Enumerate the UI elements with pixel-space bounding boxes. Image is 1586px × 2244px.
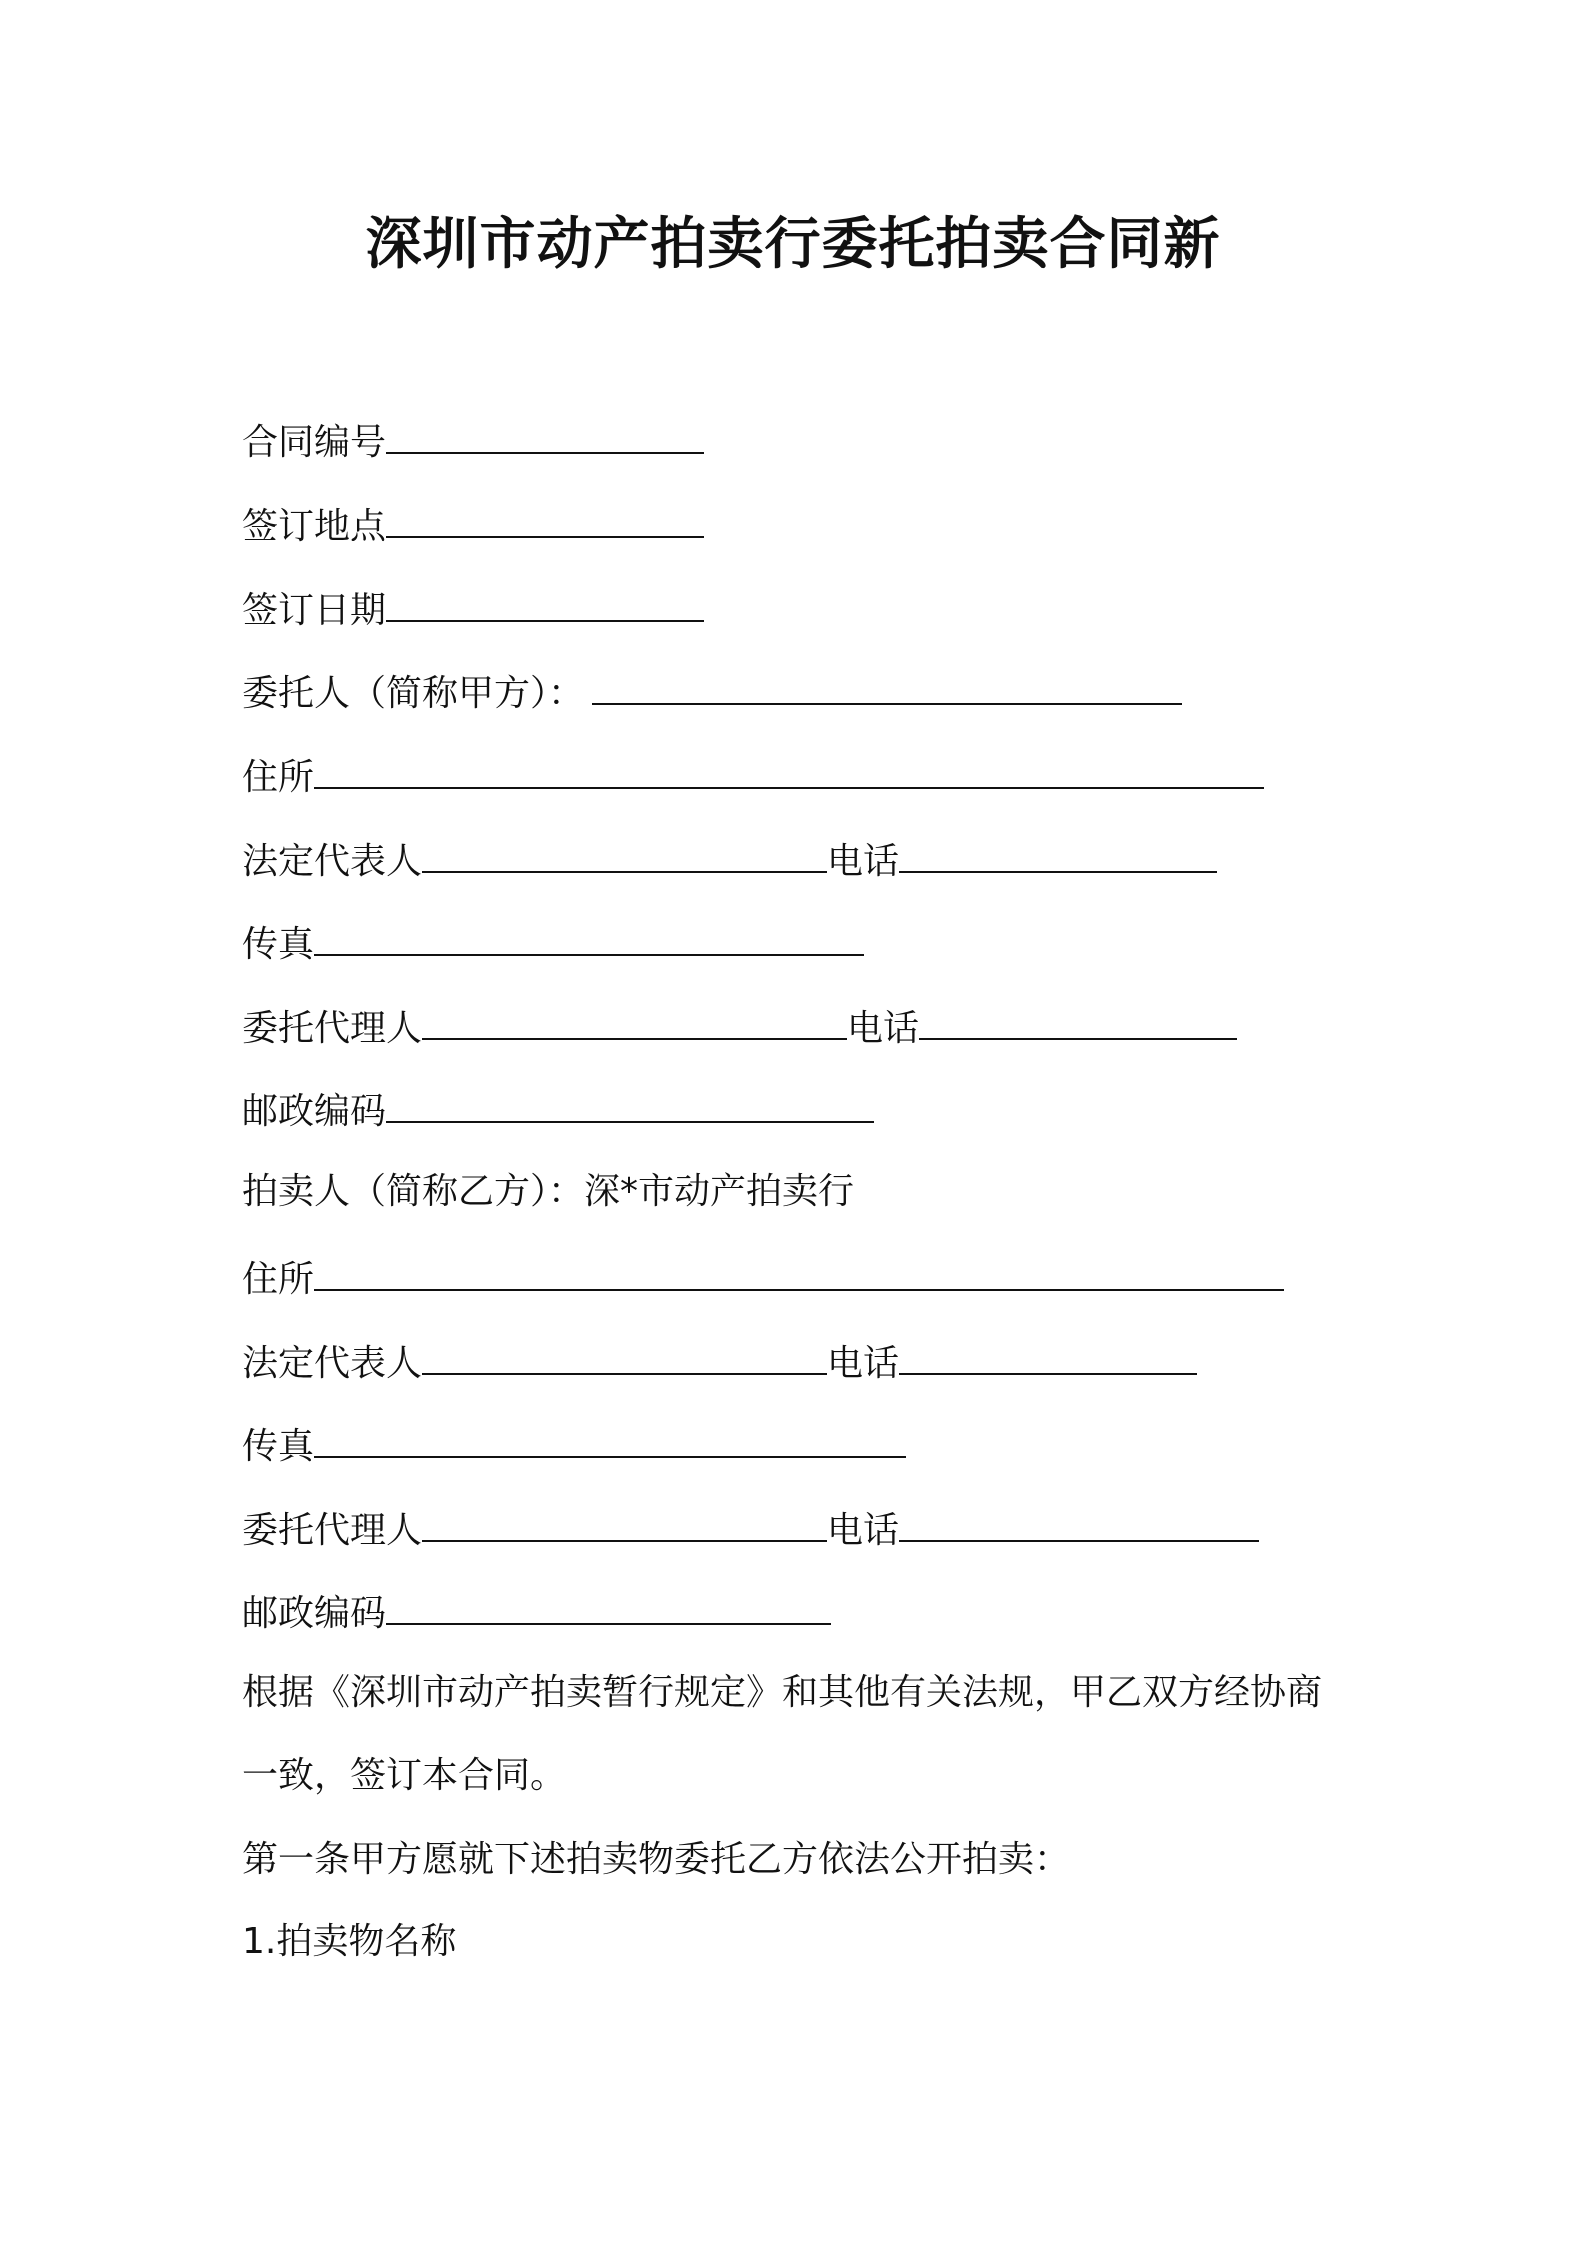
b-fax-line: [242, 1422, 906, 1472]
b-agent-phone-label: 电话: [827, 1510, 900, 1551]
a-postcode-label: 邮政编码: [242, 1091, 387, 1132]
b-address-blank[interactable]: [314, 1257, 1284, 1291]
sign-date-label: 签订日期: [242, 590, 387, 631]
sign-place-line: [242, 502, 704, 552]
a-fax-label: 传真: [242, 924, 315, 965]
b-address-label: 住所: [242, 1259, 315, 1300]
a-fax-blank[interactable]: [314, 922, 864, 956]
a-address-label: 住所: [242, 757, 315, 798]
contract-no-line: [242, 418, 704, 468]
a-phone-label: 电话: [827, 841, 900, 882]
b-phone-blank[interactable]: [899, 1341, 1197, 1375]
a-agent-label: 委托代理人: [242, 1008, 423, 1049]
b-fax-label: 传真: [242, 1426, 315, 1467]
b-agent-label: 委托代理人: [242, 1510, 423, 1551]
preamble-line-2: 一致，签订本合同。: [242, 1755, 567, 1796]
contract-no-blank[interactable]: [386, 420, 704, 454]
b-postcode-blank[interactable]: [386, 1591, 831, 1625]
a-agent-line: [242, 1004, 1237, 1054]
sign-date-line: [242, 586, 704, 636]
a-fax-line: [242, 920, 864, 970]
b-postcode-label: 邮政编码: [242, 1593, 387, 1634]
a-address-line: [242, 753, 1264, 803]
party-b-label: 拍卖人（简称乙方）：深*市动产拍卖行: [242, 1171, 855, 1212]
party-a-label: 委托人（简称甲方）：: [242, 673, 585, 714]
a-legal-rep-line: [242, 837, 1217, 887]
party-a-line: [242, 669, 1182, 719]
a-agent-phone-blank[interactable]: [919, 1006, 1237, 1040]
party-a-blank[interactable]: [592, 671, 1182, 705]
preamble-line-1: 根据《深圳市动产拍卖暂行规定》和其他有关法规，甲乙双方经协商: [242, 1672, 1323, 1713]
sign-date-blank[interactable]: [386, 588, 704, 622]
article-1: 第一条甲方愿就下述拍卖物委托乙方依法公开拍卖：: [242, 1839, 1071, 1880]
a-phone-blank[interactable]: [899, 839, 1217, 873]
party-b-line: [242, 1167, 854, 1217]
a-legal-rep-label: 法定代表人: [242, 841, 423, 882]
b-address-line: [242, 1255, 1284, 1305]
b-agent-phone-blank[interactable]: [899, 1508, 1259, 1542]
contract-no-label: 合同编号: [242, 422, 387, 463]
b-fax-blank[interactable]: [314, 1424, 906, 1458]
a-postcode-line: [242, 1087, 874, 1137]
b-agent-line: [242, 1506, 1259, 1556]
a-agent-blank[interactable]: [422, 1006, 847, 1040]
a-postcode-blank[interactable]: [386, 1089, 874, 1123]
a-legal-rep-blank[interactable]: [422, 839, 827, 873]
b-legal-rep-line: [242, 1339, 1197, 1389]
sign-place-label: 签订地点: [242, 506, 387, 547]
b-legal-rep-blank[interactable]: [422, 1341, 827, 1375]
document-title: 深圳市动产拍卖行委托拍卖合同新: [365, 212, 1221, 277]
item-1: 1.拍卖物名称: [242, 1921, 457, 1962]
b-legal-rep-label: 法定代表人: [242, 1343, 423, 1384]
a-address-blank[interactable]: [314, 755, 1264, 789]
sign-place-blank[interactable]: [386, 504, 704, 538]
b-phone-label: 电话: [827, 1343, 900, 1384]
a-agent-phone-label: 电话: [847, 1008, 920, 1049]
b-agent-blank[interactable]: [422, 1508, 827, 1542]
b-postcode-line: [242, 1589, 831, 1639]
